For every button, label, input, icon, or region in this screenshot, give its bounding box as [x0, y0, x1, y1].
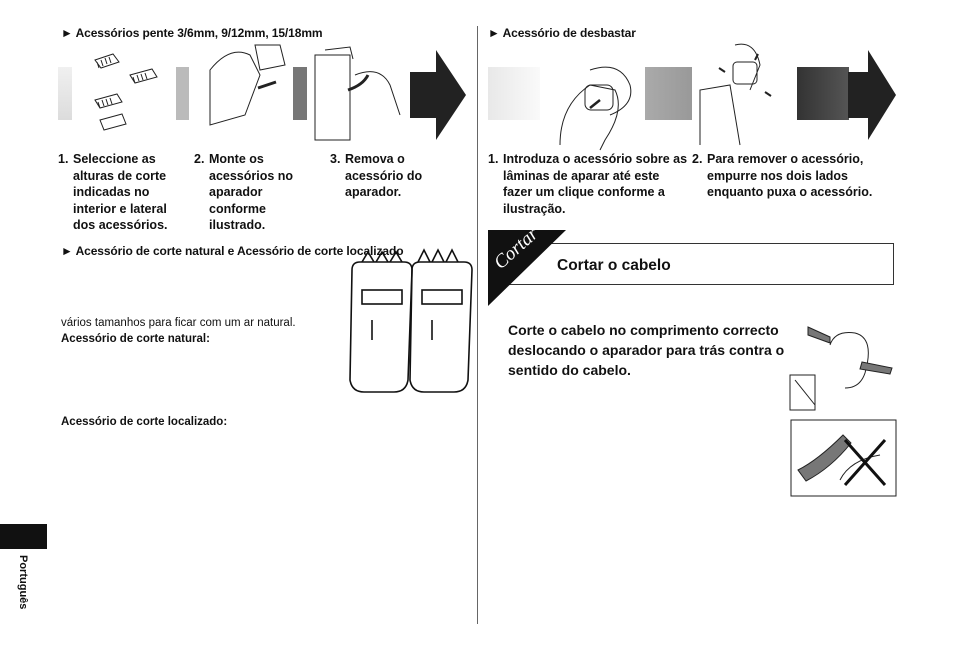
step-text: Seleccione as alturas de corte indicadas no interior e lateral dos acessórios. [73, 152, 168, 232]
natural-attachment-label: Acessório de corte natural: [61, 333, 210, 345]
banner-tag: Cortar [490, 223, 543, 274]
banner-title: Cortar o cabelo [557, 257, 671, 274]
step-number: 2. [692, 152, 703, 166]
step-text: Para remover o acessório, empurre nos dois lados enquanto puxa o acessório. [707, 152, 873, 199]
section-heading-thinning: ► Acessório de desbastar [488, 26, 636, 40]
language-label: Português [17, 555, 29, 610]
section-heading-natural-localized: ► Acessório de corte natural e Acessório de corte localizado [61, 244, 404, 258]
step-text: Monte os acessórios no aparador conforme ilustrado. [209, 152, 294, 232]
step-number: 3. [330, 152, 341, 166]
step-text: Remova o acessório do aparador. [345, 152, 423, 199]
step-text: Introduza o acessório sobre as lâminas de aparar até este fazer um clique conforme a ilustração. [503, 152, 688, 216]
step-number: 1. [488, 152, 499, 166]
section-heading-comb-attachments: ► Acessórios pente 3/6mm, 9/12mm, 15/18mm [61, 26, 323, 40]
natural-description: vários tamanhos para ficar com um ar natural. [61, 317, 296, 329]
localized-attachment-label: Acessório de corte localizado: [61, 416, 228, 428]
cutting-instruction: Corte o cabelo no comprimento correcto deslocando o aparador para trás contra o sentido do cabelo. [508, 322, 785, 378]
step-number: 1. [58, 152, 69, 166]
step-number: 2. [194, 152, 205, 166]
